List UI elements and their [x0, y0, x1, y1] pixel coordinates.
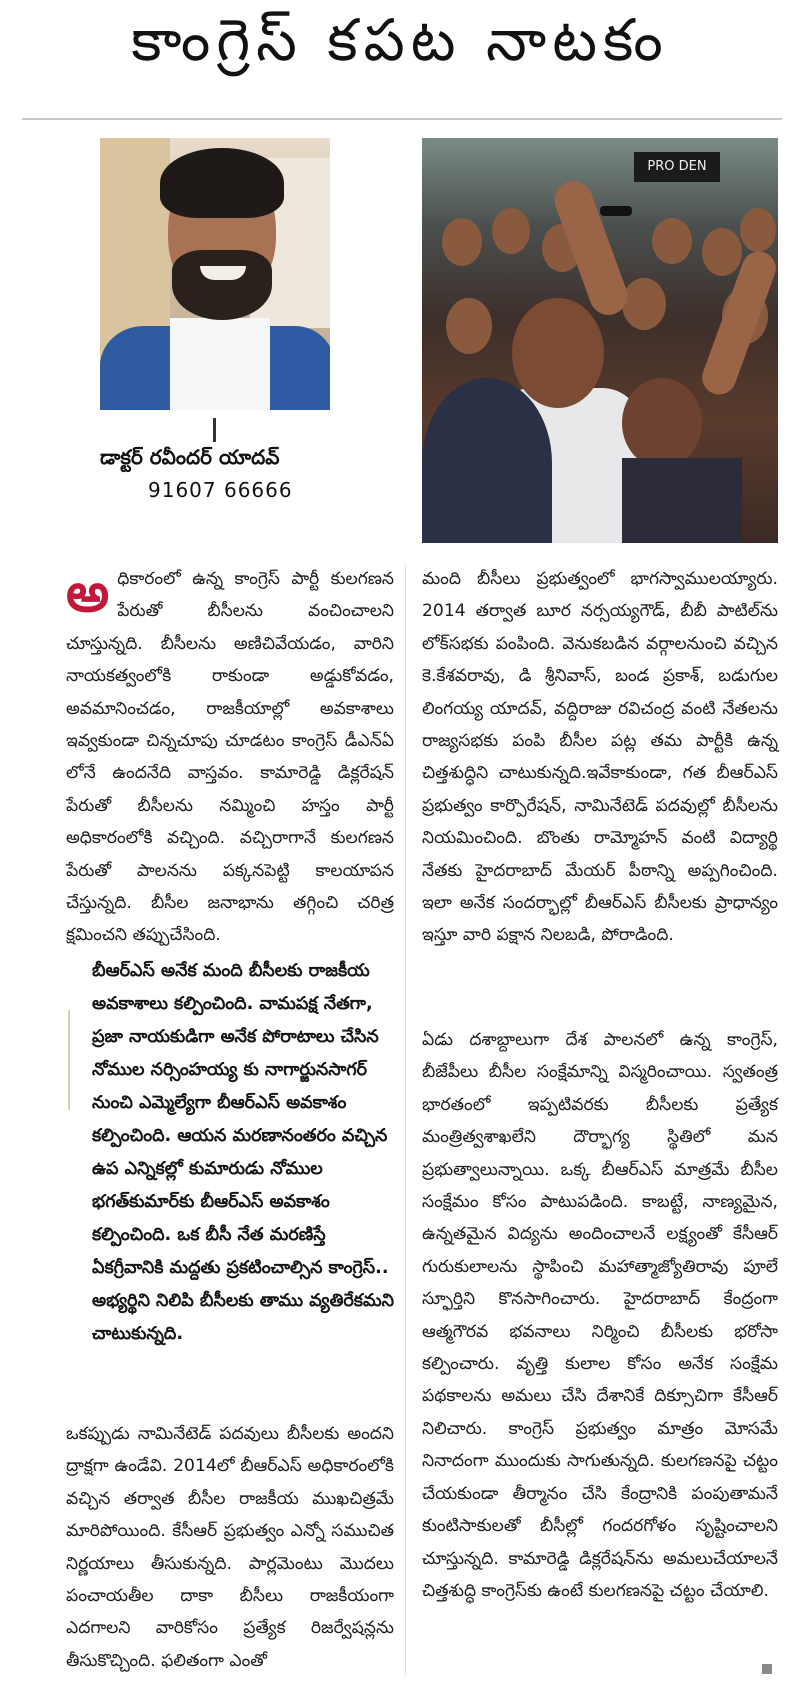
right-paragraph-1: మంది బీసీలు ప్రభుత్వంలో భాగస్వాములయ్యారు. 2014 తర్వాత బూర నర్సయ్యగౌడ్, బీబీ పాటిల్‌ను లోక్‌సభకు పంపింది. వెనుకబడిన వర్గాలనుంచి వచ్చిన కె.కేశవరావు, డి శ్రీనివాస్, బండ ప్రకాశ్, బడుగుల లింగయ్య యాదవ్, వద్దిరాజు రవిచంద్ర వంటి నేతలను రాజ్యసభకు పంపి బీసీల పట్ల తమ పార్టీకి ఉన్న చిత్తశుద్ధిని చాటుకున్నది.ఇవేకాకుండా, గత బీఆర్ఎస్ ప్రభుత్వం కార్పొరేషన్, నామినేటెడ్ పదవుల్లో బీసీలను నియమించింది. బొంతు రామ్మోహన్ వంటి విద్యార్థి నేతకు హైదరాబాద్ మేయర్ పీఠాన్ని అప్పగించింది. ఇలా అనేక సందర్భాల్లో బీఆర్ఎస్ బీసీలకు ప్రాధాన్యం ఇస్తూ వారి పక్షాన నిలబడి, పోరాడింది. — [422, 569, 778, 946]
dropcap: అ — [66, 561, 110, 624]
headline-divider — [22, 118, 782, 120]
photo-divider — [213, 418, 216, 442]
author-name: డాక్టర్ రవీందర్ యాదవ్ — [100, 445, 280, 469]
pull-quote-bar — [68, 1010, 70, 1110]
author-photo — [100, 138, 330, 410]
author-phone: 91607 66666 — [148, 478, 293, 502]
left-paragraph-2: ఒకప్పుడు నామినేటెడ్ పదవులు బీసీలకు అందని ద్రాక్షగా ఉండేవి. 2014లో బీఆర్ఎస్ అధికారంలోకి వచ్చిన తర్వాత బీసీల రాజకీయ ముఖచిత్రమే మారిపోయింది. కేసీఆర్ ప్రభుత్వం ఎన్నో సముచిత నిర్ణయాలు తీసుకున్నది. పార్లమెంటు మొదలు పంచాయతీల దాకా బీసీలు రాజకీయంగా ఎదగాలని వారికోసం ప్రత్యేక రిజర్వేషన్లను తీసుకొచ్చింది. ఫలితంగా ఎంతో — [66, 1424, 394, 1671]
right-paragraph-2: ఏడు దశాబ్దాలుగా దేశ పాలనలో ఉన్న కాంగ్రెస్, బీజేపీలు బీసీల సంక్షేమాన్ని విస్మరించాయి. స్వతంత్ర భారతంలో ఇప్పటివరకు బీసీలకు ప్రత్యేక మంత్రిత్వశాఖలేని దౌర్భాగ్య స్థితిలో మన ప్రభుత్వాలున్నాయి. ఒక్క బీఆర్ఎస్ మాత్రమే బీసీల సంక్షేమం కోసం పాటుపడింది. కాబట్టే, నాణ్యమైన, ఉన్నతమైన విద్యను అందించాలనే లక్ష్యంతో కేసీఆర్ గురుకులాలను స్థాపించి మహాత్మాజ్యోతిరావు పూలే స్ఫూర్తిని కొనసాగించారు. హైదరాబాద్ కేంద్రంగా ఆత్మగౌరవ భవనాలు నిర్మించి బీసీలకు భరోసా కల్పించారు. వృత్తి కులాల కోసం అనేక సంక్షేమ పథకాలను అమలు చేసి దేశానికే దిక్సూచిగా కేసీఆర్ నిలిచారు. కాంగ్రెస్ ప్రభుత్వం మాత్రం మోసమే నినాదంగా ముందుకు సాగుతున్నది. కులగణనపై చట్టం చేయకుండా తీర్మానం చేసి కేంద్రానికి పంపుతామనే కుంటిసాకులతో బీసీల్లో గందరగోళం సృష్టించాలని చూస్తున్నది. కామారెడ్డి డిక్లరేషన్‌ను అమలుచేయాలనే చిత్తశుద్ధి కాంగ్రెస్‌కు ఉంటే కులగణనపై చట్టం చేయాలి. — [422, 1030, 778, 1601]
pull-quote: బీఆర్ఎస్ అనేక మంది బీసీలకు రాజకీయ అవకాశాలు కల్పించింది. వామపక్ష నేతగా, ప్రజా నాయకుడిగా అనేక పోరాటాలు చేసిన నోముల నర్సింహయ్య కు నాగార్జునసాగర్ నుంచి ఎమ్మెల్యేగా బీఆర్ఎస్ అవకాశం కల్పించింది. ఆయన మరణానంతరం వచ్చిన ఉప ఎన్నికల్లో కుమారుడు నోముల భగత్‌కుమార్‌కు బీఆర్ఎస్ అవకాశం కల్పించింది. ఒక బీసీ నేత మరణిస్తే ఏకగ్రీవానికి మద్దతు ప్రకటించాల్సిన కాంగ్రెస్.. అభ్యర్థిని నిలిపి బీసీలకు తాము వ్యతిరేకమని చాటుకున్నది. — [92, 961, 394, 1344]
photo-sign: PRO DEN — [634, 152, 720, 182]
left-intro-text: ధికారంలో ఉన్న కాంగ్రెస్ పార్టీ కులగణన పేరుతో బీసీలను వంచించాలని చూస్తున్నది. బీసీలను అణిచివేయడం, వారిని నాయకత్వంలోకి రాకుండా అడ్డుకోవడం, అవమానించడం, రాజకీయాల్లో అవకాశాలు ఇవ్వకుండా చిన్నచూపు చూడటం కాంగ్రెస్ డీఎన్ఏ లోనే ఉందనేది వాస్తవం. కామారెడ్డి డిక్లరేషన్ పేరుతో బీసీలను నమ్మించి హస్తం పార్టీ అధికారంలోకి వచ్చింది. వచ్చిరాగానే కులగణన పేరుతో పాలనను పక్కనపెట్టి కాలయాపన చేస్తున్నది. బీసీల జనాభాను తగ్గించి చరిత్ర క్షమించని తప్పుచేసింది. — [66, 569, 394, 946]
headline: కాంగ్రెస్ కపట నాటకం — [131, 6, 669, 74]
end-of-article-mark — [762, 1664, 772, 1674]
left-intro-paragraph — [66, 563, 394, 952]
protest-photo — [422, 138, 778, 543]
column-separator — [405, 565, 406, 1675]
